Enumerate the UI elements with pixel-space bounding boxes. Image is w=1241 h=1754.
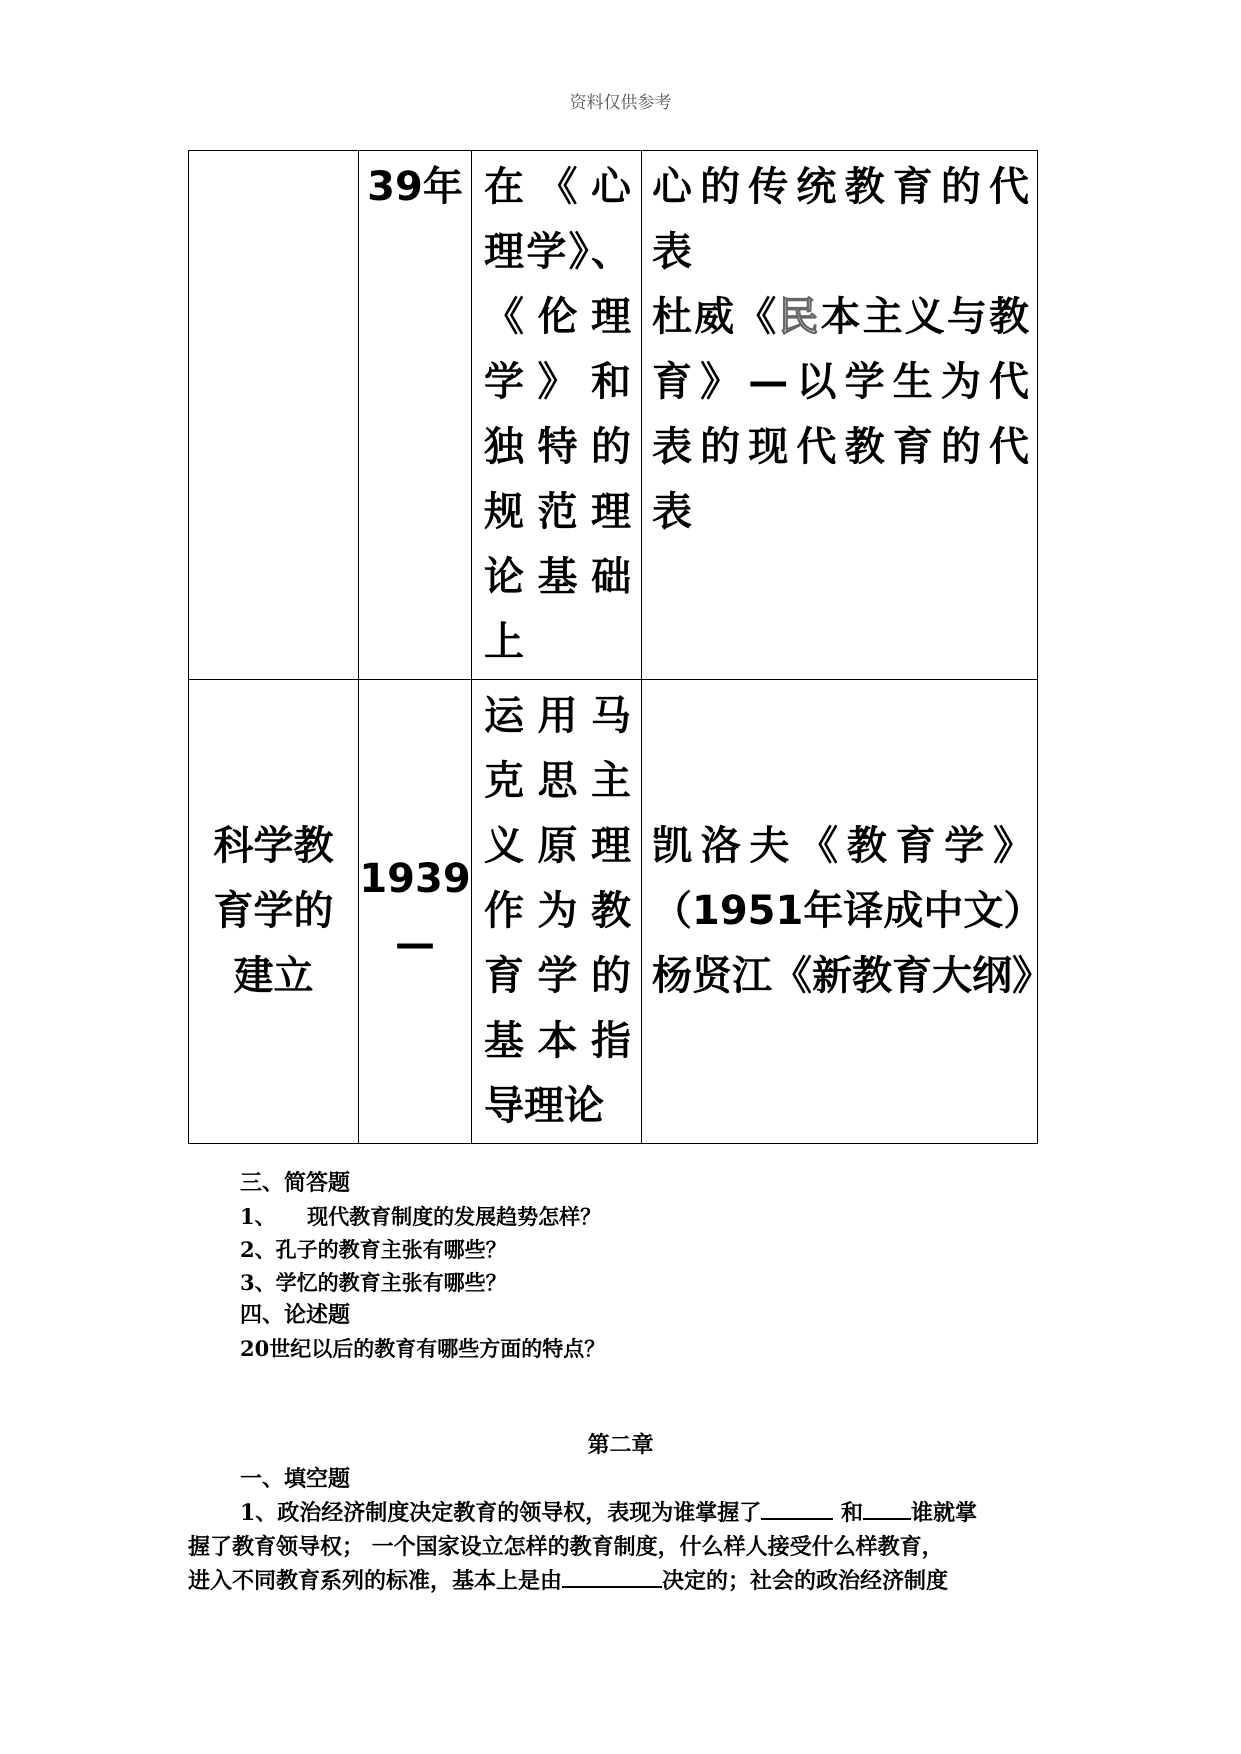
paragraph-line: 握了教育领导权； 一个国家设立怎样的教育制度，什么样人接受什么样教育， [188,1534,944,1560]
question-item: 3、学忆的教育主张有哪些？ [240,1270,507,1295]
table-row [189,151,1038,680]
table-cell-stage [189,151,359,680]
basis-line: 运用马 [484,693,631,739]
basis-line: 规范理 [484,489,631,535]
basis-line: 理学》、 [484,229,631,275]
table-cell-stage [189,680,359,1144]
basis-line: 学》和 [484,359,631,405]
table-cell-basis [472,680,642,1144]
table-cell-works [642,680,1052,1144]
table-cell-year [359,151,472,680]
basis-line: 义原理 [484,823,631,869]
year-line: — [395,920,435,967]
question-item: 2、孔子的教育主张有哪些？ [240,1237,507,1262]
question-item: 1、 现代教育制度的发展趋势怎样？ [240,1204,602,1229]
paragraph-line: 进入不同教育系列的标准，基本上是由 决定的；社会的政治经济制度 [188,1564,1056,1598]
table-cell-basis [472,151,642,680]
basis-line: 基本指 [484,1018,631,1064]
fill-blank-title: 一、填空题 [240,1466,351,1492]
paragraph-line: 1、政治经济制度决定教育的领导权，表现为谁掌握了 和 谁就掌 [240,1496,1056,1530]
blank-field[interactable] [562,1564,662,1588]
works-line: 育》—以学生为代 [652,359,1029,405]
basis-line: 作为教 [484,888,631,934]
works-line: 表 [652,229,692,275]
blank-field[interactable] [863,1496,911,1520]
year-text: 39年 [367,164,463,210]
table-cell-works [642,151,1038,680]
works-line: 表 [652,489,692,535]
watermark-text: 资料仅供参考 [569,93,672,113]
table-cell-year [359,680,472,1144]
works-line: 杜威《民本主义与教 [652,294,1029,340]
section-4-title: 四、论述题 [240,1302,351,1328]
section-3-title: 三、简答题 [240,1170,351,1196]
works-line: 杨贤江《新教育大纲》 [652,953,1052,999]
basis-line: 《伦理 [484,294,631,340]
stage-line: 建立 [233,953,314,999]
basis-line: 论基础 [484,554,631,600]
basis-line: 独特的 [484,424,631,470]
outline-character: 民 [778,294,821,340]
table-row [189,680,1038,1144]
basis-line: 克思主 [484,758,631,804]
works-line: 表的现代教育的代 [652,424,1029,470]
works-line: 凯洛夫《教育学》 [652,823,1033,869]
year-line: 1939 [359,855,471,902]
stage-line: 科学教 [213,823,334,869]
blank-field[interactable] [761,1496,833,1520]
basis-line: 育学的 [484,953,631,999]
works-line: （1951年译成中文） [652,888,1044,934]
works-line: 心的传统教育的代 [652,164,1029,210]
stage-line: 育学的 [213,888,334,934]
chapter-title: 第二章 [587,1432,654,1458]
essay-question: 20世纪以后的教育有哪些方面的特点？ [240,1336,606,1361]
basis-line: 上 [484,619,524,665]
history-table [188,150,1052,1144]
basis-line: 导理论 [484,1083,604,1129]
basis-line: 在《心 [484,164,631,210]
